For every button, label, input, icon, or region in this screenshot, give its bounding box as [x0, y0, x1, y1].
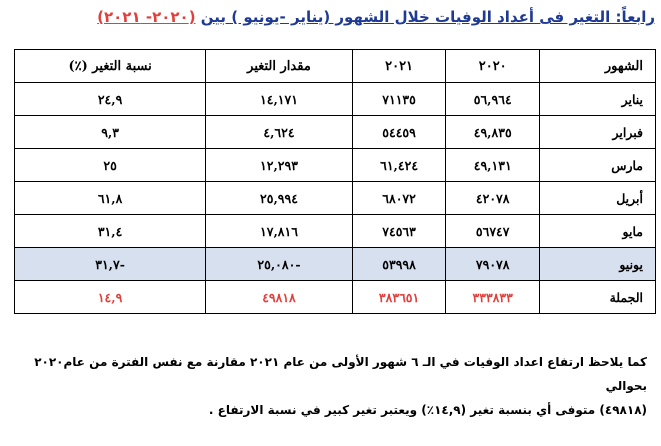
- table-row: [15, 182, 656, 215]
- cell-total-change-amount: ٤٩٨١٨: [206, 281, 353, 314]
- cell-change-amount: ١٧,٨١٦: [206, 215, 353, 248]
- cell-total-2021: ٣٨٣٦٥١: [352, 281, 446, 314]
- header-2021: ٢٠٢١: [352, 50, 446, 83]
- table-header-row: [15, 50, 656, 83]
- cell-change-percent: ٢٥: [15, 149, 206, 182]
- cell-month: يناير: [540, 83, 656, 116]
- cell-change-amount: ٤,٦٢٤: [206, 116, 353, 149]
- cell-2021: ٧١١٣٥: [352, 83, 446, 116]
- header-2020: ٢٠٢٠: [446, 50, 540, 83]
- deaths-table: [14, 49, 656, 314]
- cell-change-percent: ٢٤,٩: [15, 83, 206, 116]
- cell-2021: ٧٤٥٦٣: [352, 215, 446, 248]
- heading-title: رابعاً: التغير فى أعداد الوفيات خلال الشهور (يناير -يونيو ) بين: [200, 8, 655, 26]
- cell-2020: ٥٦٧٤٧: [446, 215, 540, 248]
- cell-total-change-percent: ١٤,٩: [15, 281, 206, 314]
- cell-2021: ٥٤٤٥٩: [352, 116, 446, 149]
- table-row: [15, 116, 656, 149]
- cell-month: أبريل: [540, 182, 656, 215]
- cell-2021: ٦٨٠٧٢: [352, 182, 446, 215]
- cell-month: مارس: [540, 149, 656, 182]
- cell-change-percent: -٣١,٧: [15, 248, 206, 281]
- cell-2021: ٥٣٩٩٨: [352, 248, 446, 281]
- cell-month: مايو: [540, 215, 656, 248]
- section-heading: [6, 8, 655, 26]
- cell-2020: ٥٦,٩٦٤: [446, 83, 540, 116]
- header-months: الشهور: [540, 50, 656, 83]
- table-row: [15, 215, 656, 248]
- cell-2020: ٤٢٠٧٨: [446, 182, 540, 215]
- cell-month: فبراير: [540, 116, 656, 149]
- heading-period: (٢٠٢٠- ٢٠٢١): [97, 8, 196, 26]
- table-row: [15, 149, 656, 182]
- header-change-percent: نسبة التغير (٪): [15, 50, 206, 83]
- cell-2021: ٦١,٤٢٤: [352, 149, 446, 182]
- summary-line-1: كما يلاحظ ارتفاع اعداد الوفيات في الـ ٦ شهور الأولى من عام ٢٠٢١ مقارنة مع نفس الفترة من عام٢٠٢٠ بحوالي: [34, 355, 647, 393]
- cell-change-amount: ١٤,١٧١: [206, 83, 353, 116]
- cell-change-percent: ٩,٣: [15, 116, 206, 149]
- cell-change-amount: ٢٥,٩٩٤: [206, 182, 353, 215]
- cell-change-percent: ٣١,٤: [15, 215, 206, 248]
- cell-change-percent: ٦١,٨: [15, 182, 206, 215]
- header-change-amount: مقدار التغير: [206, 50, 353, 83]
- cell-2020: ٤٩,١٣١: [446, 149, 540, 182]
- cell-total-2020: ٣٣٣٨٣٣: [446, 281, 540, 314]
- cell-month: يونيو: [540, 248, 656, 281]
- table-row-highlighted: [15, 248, 656, 281]
- table-row: [15, 83, 656, 116]
- summary-line-2: (٤٩٨١٨) متوفى أي بنسبة تغير (١٤,٩٪) ويعتبر تغير كبير في نسبة الارتفاع .: [208, 403, 647, 417]
- table-total-row: [15, 281, 656, 314]
- cell-total-label: الجملة: [540, 281, 656, 314]
- cell-change-amount: -٢٥,٠٨٠: [206, 248, 353, 281]
- cell-change-amount: ١٢,٢٩٣: [206, 149, 353, 182]
- cell-2020: ٤٩,٨٣٥: [446, 116, 540, 149]
- summary-note: [6, 350, 647, 422]
- cell-2020: ٧٩٠٧٨: [446, 248, 540, 281]
